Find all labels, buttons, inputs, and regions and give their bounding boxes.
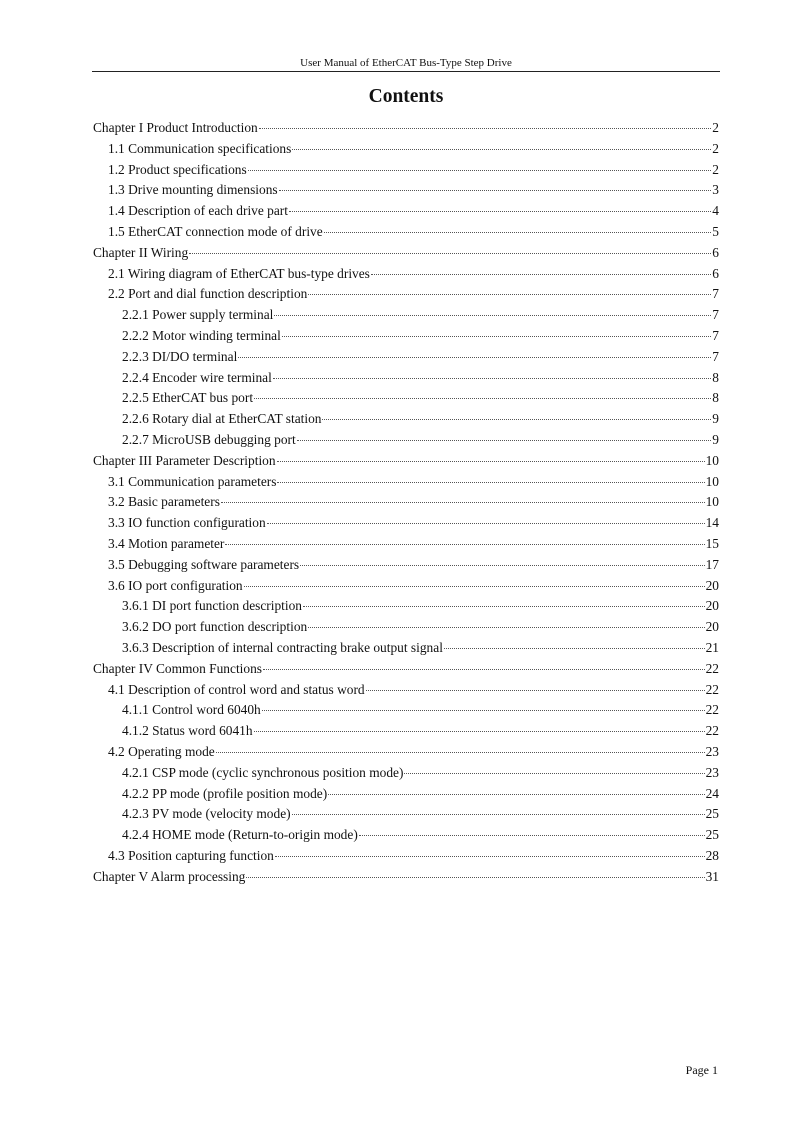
- toc-entry[interactable]: [93, 763, 719, 784]
- toc-entry-page: 22: [705, 702, 719, 718]
- table-of-contents: [93, 118, 719, 887]
- toc-entry[interactable]: [93, 617, 719, 638]
- toc-entry-page: 7: [712, 348, 719, 364]
- toc-entry[interactable]: [93, 867, 719, 888]
- toc-entry-label: 3.3 IO function configuration: [108, 515, 266, 531]
- dot-leader: [262, 709, 705, 711]
- toc-entry-label: 2.1 Wiring diagram of EtherCAT bus-type drives: [108, 265, 370, 281]
- toc-entry-page: 9: [712, 431, 719, 447]
- toc-entry[interactable]: [93, 284, 719, 305]
- toc-entry[interactable]: [93, 118, 719, 139]
- toc-entry-page: 7: [712, 327, 719, 343]
- toc-entry-page: 23: [705, 764, 719, 780]
- dot-leader: [267, 522, 705, 524]
- toc-entry-label: Chapter II Wiring: [93, 244, 189, 260]
- toc-entry-page: 2: [712, 120, 719, 135]
- dot-leader: [292, 813, 705, 815]
- toc-entry-label: 1.4 Description of each drive part: [108, 203, 288, 219]
- toc-entry-page: 6: [712, 244, 719, 260]
- toc-entry-page: 25: [705, 827, 719, 843]
- dot-leader: [273, 377, 711, 379]
- toc-entry-page: 14: [705, 515, 719, 531]
- toc-entry-label: Chapter V Alarm processing: [93, 868, 246, 884]
- dot-leader: [246, 876, 704, 878]
- toc-entry-page: 10: [705, 494, 719, 510]
- toc-entry[interactable]: [93, 576, 719, 597]
- dot-leader: [221, 501, 705, 503]
- dot-leader: [359, 834, 705, 836]
- toc-entry-page: 4: [712, 203, 719, 219]
- running-header: User Manual of EtherCAT Bus-Type Step Drive: [300, 57, 512, 69]
- toc-entry[interactable]: [93, 742, 719, 763]
- toc-entry-label: 4.2.3 PV mode (velocity mode): [122, 806, 291, 822]
- toc-entry[interactable]: [93, 243, 719, 264]
- toc-entry[interactable]: [93, 596, 719, 617]
- toc-entry-page: 9: [712, 411, 719, 427]
- toc-entry-label: 3.6.1 DI port function description: [122, 598, 302, 614]
- toc-entry-page: 28: [705, 847, 719, 863]
- toc-entry-label: 2.2.3 DI/DO terminal: [122, 348, 238, 364]
- toc-entry[interactable]: [93, 700, 719, 721]
- header-divider: [92, 71, 720, 72]
- toc-entry-page: 24: [705, 785, 719, 801]
- dot-leader: [259, 127, 712, 129]
- dot-leader: [277, 460, 705, 462]
- toc-entry[interactable]: [93, 534, 719, 555]
- toc-entry-label: Chapter IV Common Functions: [93, 660, 262, 676]
- dot-leader: [279, 189, 712, 191]
- toc-entry-label: 3.6.3 Description of internal contracting brake output signal: [122, 639, 443, 655]
- toc-entry-label: 2.2.5 EtherCAT bus port: [122, 390, 254, 406]
- dot-leader: [300, 564, 704, 566]
- toc-entry[interactable]: [93, 264, 719, 285]
- dot-leader: [254, 730, 705, 732]
- toc-entry-label: 4.2.4 HOME mode (Return-to-origin mode): [122, 827, 358, 843]
- toc-entry-page: 2: [712, 140, 719, 156]
- toc-entry-page: 3: [712, 182, 719, 198]
- toc-entry-page: 20: [705, 577, 719, 593]
- toc-entry[interactable]: [93, 347, 719, 368]
- dot-leader: [254, 397, 711, 399]
- toc-entry-label: 2.2 Port and dial function description: [108, 286, 308, 302]
- toc-entry-page: 22: [705, 681, 719, 697]
- toc-entry-label: 2.2.6 Rotary dial at EtherCAT station: [122, 411, 322, 427]
- toc-entry[interactable]: [93, 305, 719, 326]
- toc-entry[interactable]: [93, 180, 719, 201]
- toc-entry[interactable]: [93, 513, 719, 534]
- dot-leader: [289, 210, 711, 212]
- toc-entry[interactable]: [93, 222, 719, 243]
- dot-leader: [263, 668, 705, 670]
- dot-leader: [277, 481, 704, 483]
- dot-leader: [308, 293, 711, 295]
- toc-entry-label: 3.1 Communication parameters: [108, 473, 277, 489]
- dot-leader: [274, 314, 711, 316]
- toc-entry-label: 4.1.2 Status word 6041h: [122, 723, 253, 739]
- toc-entry-label: 4.1 Description of control word and status word: [108, 681, 365, 697]
- toc-entry[interactable]: [93, 638, 719, 659]
- toc-entry-page: 5: [712, 223, 719, 239]
- toc-entry-page: 8: [712, 390, 719, 406]
- toc-entry[interactable]: [93, 492, 719, 513]
- dot-leader: [225, 543, 704, 545]
- toc-entry-label: Chapter I Product Introduction: [93, 120, 258, 135]
- toc-entry[interactable]: [93, 555, 719, 576]
- dot-leader: [444, 647, 705, 649]
- dot-leader: [244, 585, 705, 587]
- toc-entry[interactable]: [93, 388, 719, 409]
- toc-entry[interactable]: [93, 451, 719, 472]
- toc-entry-page: 31: [705, 868, 719, 884]
- toc-entry[interactable]: [93, 659, 719, 680]
- toc-entry[interactable]: [93, 368, 719, 389]
- dot-leader: [404, 772, 704, 774]
- toc-entry[interactable]: [93, 680, 719, 701]
- toc-entry[interactable]: [93, 326, 719, 347]
- toc-entry[interactable]: [93, 846, 719, 867]
- page-number: Page 1: [685, 1063, 718, 1077]
- toc-entry-page: 6: [712, 265, 719, 281]
- toc-entry-page: 8: [712, 369, 719, 385]
- toc-entry[interactable]: [93, 409, 719, 430]
- dot-leader: [303, 605, 705, 607]
- toc-entry-label: 4.1.1 Control word 6040h: [122, 702, 261, 718]
- toc-entry-label: 4.2 Operating mode: [108, 743, 215, 759]
- toc-entry-page: 21: [705, 639, 719, 655]
- toc-entry[interactable]: [93, 825, 719, 846]
- dot-leader: [328, 793, 704, 795]
- toc-entry-page: 7: [712, 307, 719, 323]
- dot-leader: [366, 689, 705, 691]
- dot-leader: [297, 439, 712, 441]
- toc-entry-label: 3.2 Basic parameters: [108, 494, 220, 510]
- toc-entry-page: 22: [705, 660, 719, 676]
- toc-entry-label: 2.2.2 Motor winding terminal: [122, 327, 281, 343]
- contents-heading: Contents: [368, 86, 444, 107]
- toc-entry[interactable]: [93, 784, 719, 805]
- dot-leader: [371, 273, 711, 275]
- toc-entry[interactable]: [93, 201, 719, 222]
- toc-entry-page: 17: [705, 556, 719, 572]
- toc-entry-label: 1.2 Product specifications: [108, 161, 247, 177]
- toc-entry-page: 2: [712, 161, 719, 177]
- toc-entry-page: 20: [705, 598, 719, 614]
- toc-entry-page: 25: [705, 806, 719, 822]
- dot-leader: [324, 231, 712, 233]
- toc-entry[interactable]: [93, 139, 719, 160]
- toc-entry-label: 4.2.2 PP mode (profile position mode): [122, 785, 328, 801]
- dot-leader: [282, 335, 711, 337]
- toc-entry-label: 2.2.1 Power supply terminal: [122, 307, 274, 323]
- toc-entry-label: 3.6 IO port configuration: [108, 577, 243, 593]
- dot-leader: [275, 855, 705, 857]
- toc-entry-page: 10: [705, 452, 719, 468]
- toc-entry-page: 10: [705, 473, 719, 489]
- toc-entry-label: 3.6.2 DO port function description: [122, 619, 308, 635]
- dot-leader: [322, 418, 711, 420]
- toc-entry-label: Chapter III Parameter Description: [93, 452, 276, 468]
- dot-leader: [189, 252, 711, 254]
- toc-entry-label: 3.4 Motion parameter: [108, 535, 225, 551]
- toc-entry-label: 1.3 Drive mounting dimensions: [108, 182, 278, 198]
- toc-entry-label: 2.2.4 Encoder wire terminal: [122, 369, 272, 385]
- toc-entry-label: 3.5 Debugging software parameters: [108, 556, 300, 572]
- toc-entry-label: 4.3 Position capturing function: [108, 847, 274, 863]
- toc-entry-page: 20: [705, 619, 719, 635]
- toc-entry-page: 22: [705, 723, 719, 739]
- toc-entry-label: 1.5 EtherCAT connection mode of drive: [108, 223, 323, 239]
- toc-entry-label: 2.2.7 MicroUSB debugging port: [122, 431, 296, 447]
- toc-entry-page: 23: [705, 743, 719, 759]
- dot-leader: [216, 751, 705, 753]
- toc-entry-label: 1.1 Communication specifications: [108, 140, 292, 156]
- toc-entry-page: 7: [712, 286, 719, 302]
- dot-leader: [308, 626, 704, 628]
- toc-entry[interactable]: [93, 721, 719, 742]
- dot-leader: [248, 169, 712, 171]
- toc-entry-label: 4.2.1 CSP mode (cyclic synchronous position mode): [122, 764, 404, 780]
- toc-entry[interactable]: [93, 430, 719, 451]
- toc-entry-page: 15: [705, 535, 719, 551]
- toc-entry[interactable]: [93, 472, 719, 493]
- dot-leader: [292, 148, 711, 150]
- toc-entry[interactable]: [93, 160, 719, 181]
- dot-leader: [238, 356, 711, 358]
- toc-entry[interactable]: [93, 804, 719, 825]
